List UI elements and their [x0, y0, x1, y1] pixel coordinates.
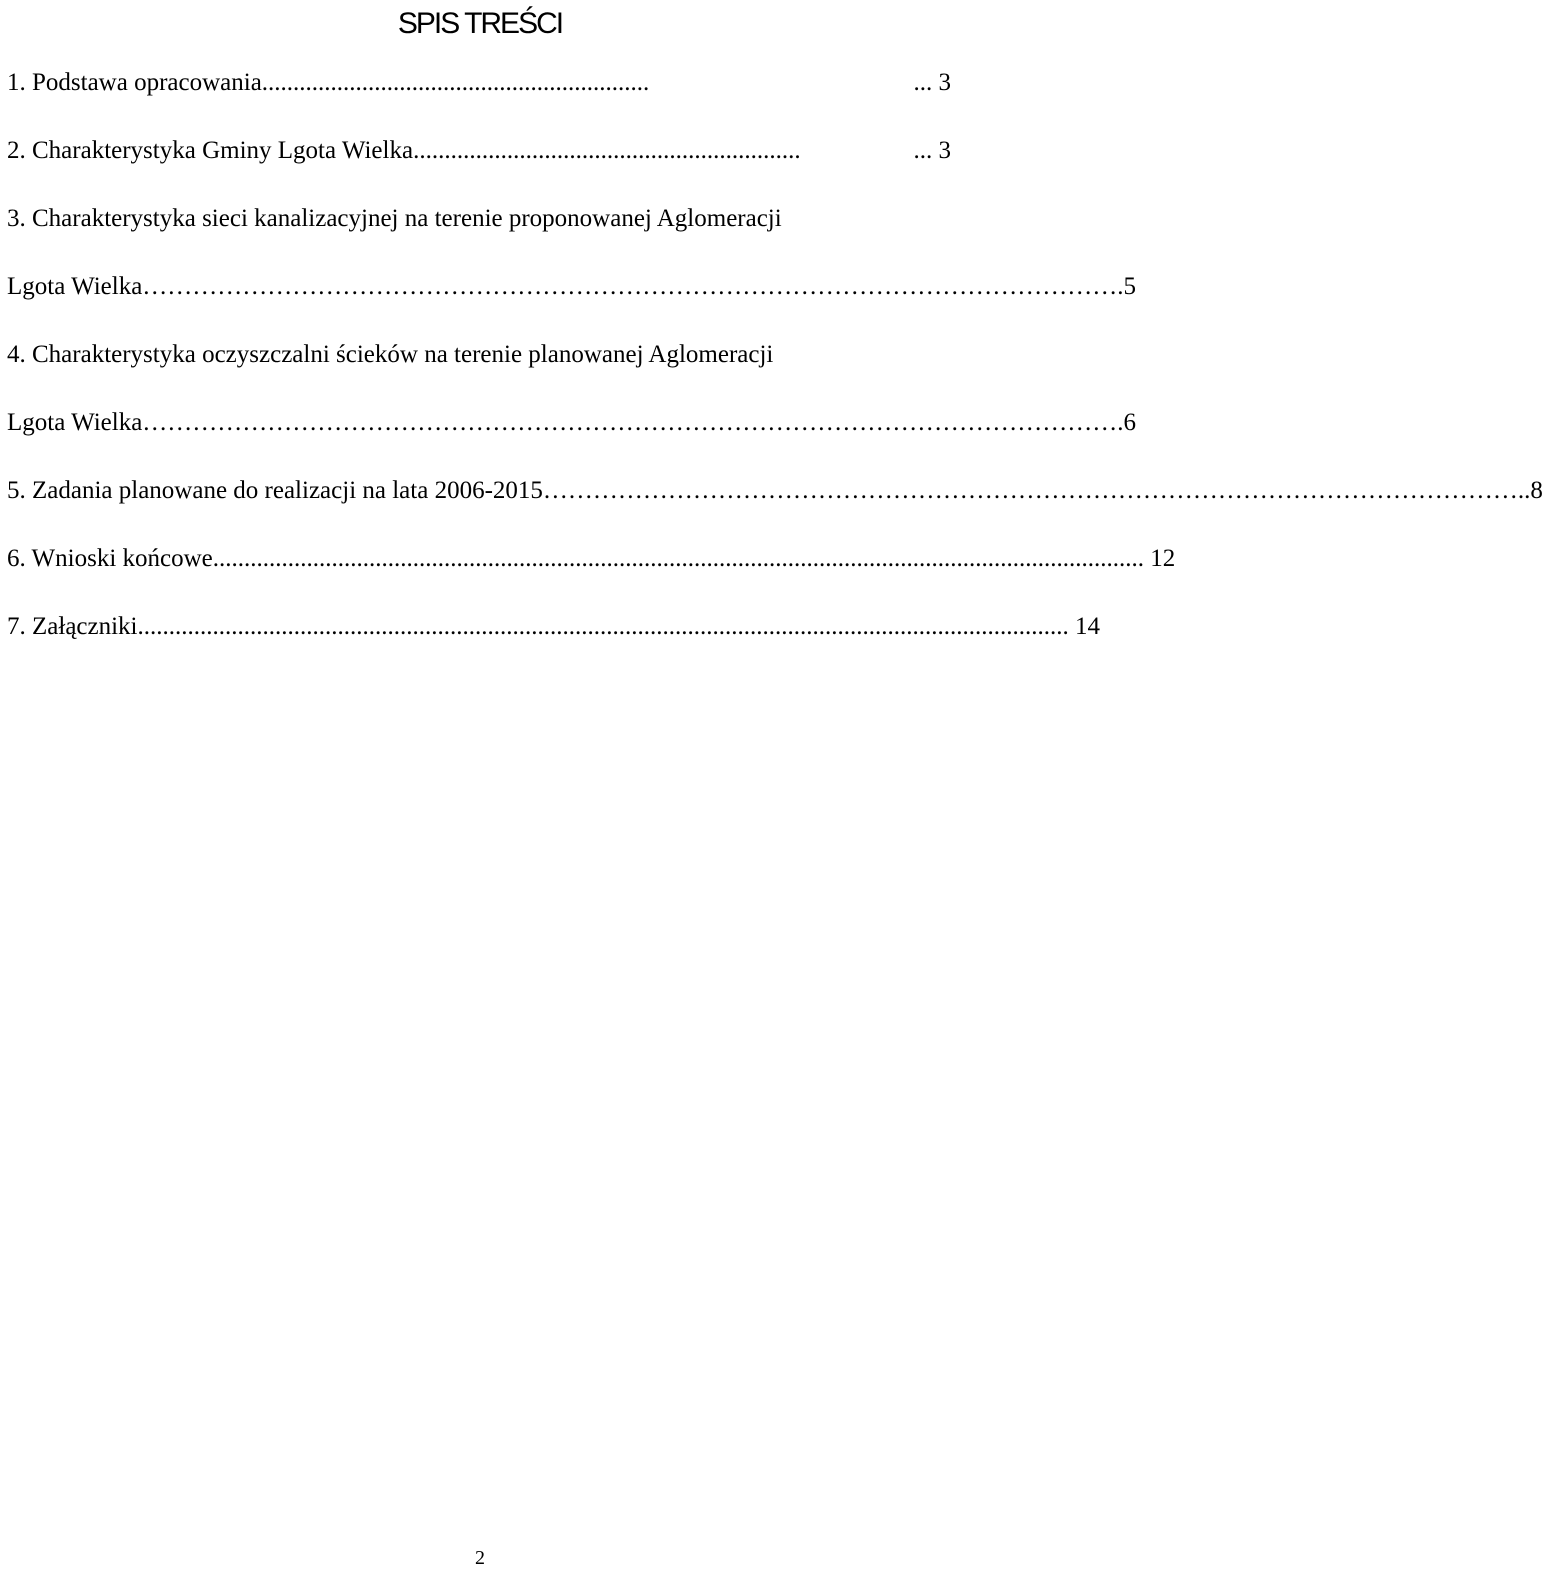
- toc-list: [7, 66, 1543, 644]
- toc-title: SPIS TREŚCI: [397, 7, 563, 40]
- toc-entry-4: [7, 338, 1137, 440]
- toc-entry-text: 5. Zadania planowane do realizacji na lata 2006-2015: [7, 477, 543, 504]
- toc-page-ref: .5: [1117, 273, 1137, 300]
- toc-entry-2: [7, 134, 951, 168]
- toc-entry-text: 2. Charakterystyka Gminy Lgota Wielka: [7, 137, 414, 164]
- toc-line: [7, 542, 1176, 576]
- toc-entry-text: 1. Podstawa opracowania: [7, 69, 262, 96]
- toc-line-continuation: [7, 270, 1137, 304]
- toc-page-ref: .6: [1117, 409, 1137, 436]
- toc-line-continuation: [7, 406, 1137, 440]
- toc-entry-5: [7, 474, 1543, 508]
- toc-leader-dots: ………………………………………………………………………………………………………: [542, 477, 1518, 504]
- toc-line: [7, 338, 951, 372]
- toc-entry-7: [7, 610, 1100, 644]
- toc-leader-dots: ..............................................................: [413, 137, 801, 164]
- toc-entry-1: [7, 66, 951, 100]
- toc-page-ref: ... 3: [913, 69, 951, 96]
- toc-page-ref: ... 3: [913, 137, 951, 164]
- toc-entry-text: 6. Wnioski końcowe: [7, 545, 213, 572]
- toc-leader-dots: ..................................................................................................................................................: [137, 613, 1050, 640]
- toc-line: [7, 610, 1100, 644]
- toc-line: [7, 134, 951, 168]
- toc-leader-dots: ..............................................................: [261, 69, 650, 96]
- toc-entry-6: [7, 542, 1176, 576]
- toc-leader-dots: ………………………………………………………………………………………………………: [142, 409, 1118, 436]
- toc-entry-text: 3. Charakterystyka sieci kanalizacyjnej na terenie proponowanej Aglomeracji: [7, 205, 782, 232]
- toc-line: [7, 474, 1543, 508]
- toc-entry-text: 4. Charakterystyka oczyszczalni ścieków na terenie planowanej Aglomeracji: [7, 341, 774, 368]
- page-number: 2: [475, 1547, 485, 1569]
- toc-entry-text: Lgota Wielka: [7, 409, 143, 436]
- toc-line: [7, 66, 951, 100]
- toc-leader-dots: ………………………………………………………………………………………………………: [142, 273, 1118, 300]
- toc-line: [7, 202, 951, 236]
- toc-page-ref: ... 14: [1050, 613, 1100, 640]
- toc-page-ref: ..8: [1517, 477, 1543, 504]
- toc-entry-text: Lgota Wielka: [7, 273, 143, 300]
- toc-leader-dots: ..................................................................................................................................................: [212, 545, 1126, 572]
- toc-entry-text: 7. Załączniki: [7, 613, 138, 640]
- toc-entry-3: [7, 202, 1137, 304]
- toc-page-ref: ... 12: [1125, 545, 1176, 572]
